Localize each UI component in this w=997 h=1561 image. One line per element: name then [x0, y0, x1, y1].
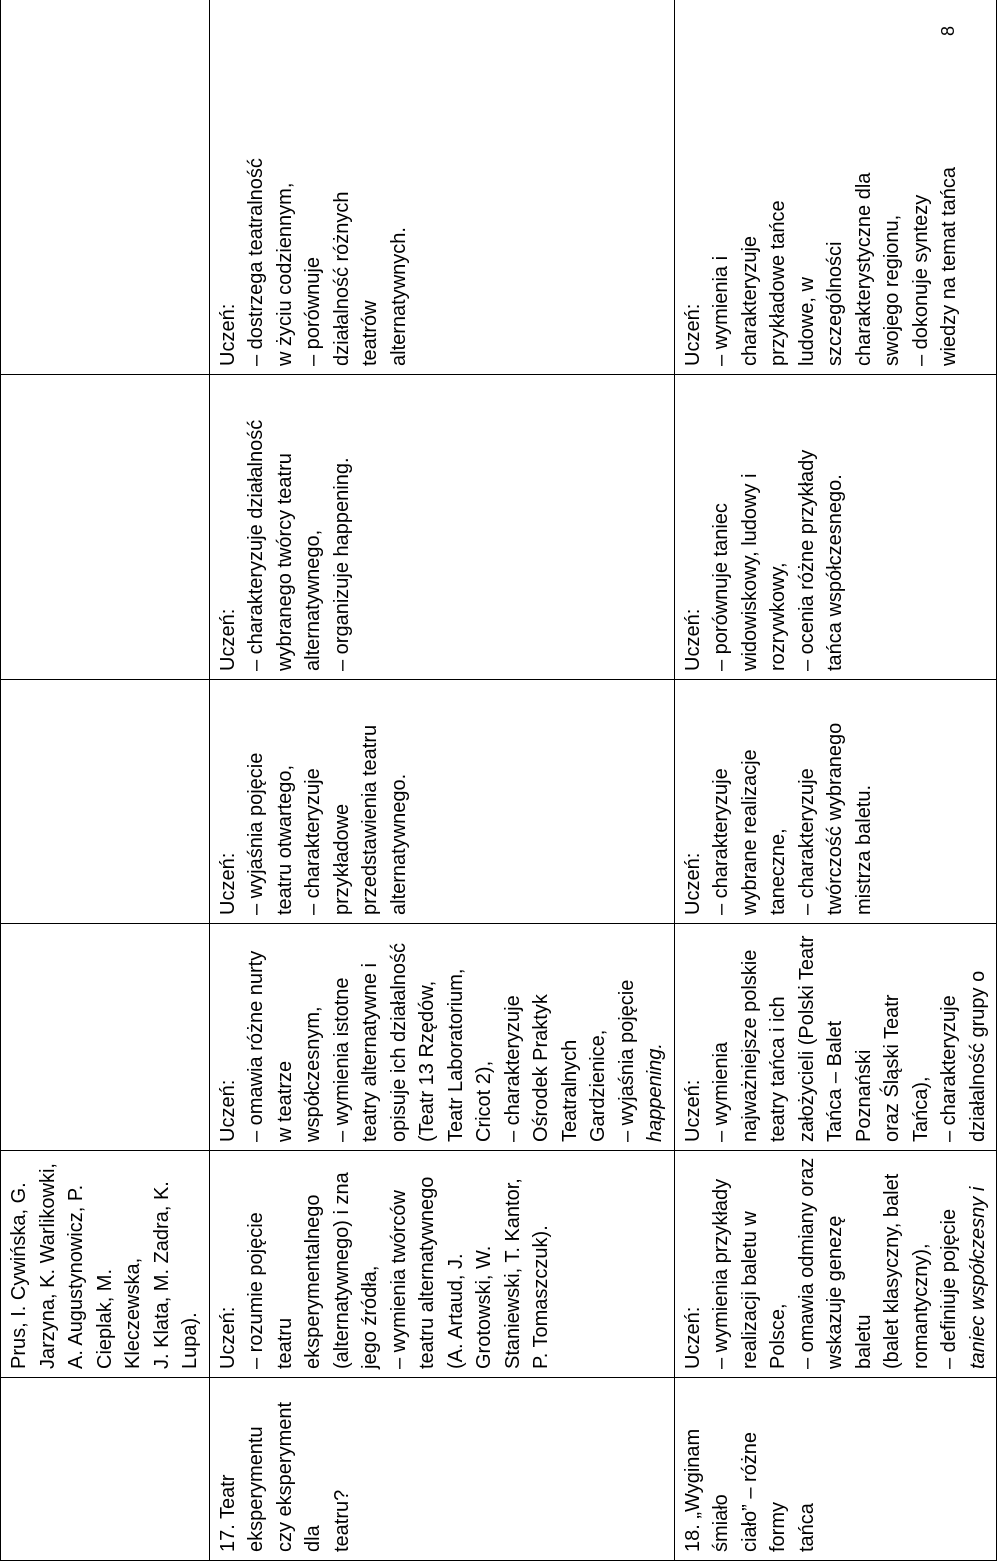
- list-18-e: [707, 6, 964, 366]
- list-18-b: [707, 930, 992, 1142]
- cell-18-b: [674, 924, 997, 1151]
- list-item-text: definiuje pojęcie: [938, 1208, 960, 1353]
- heading-18-d: Uczeń:: [681, 608, 704, 671]
- list-item: – rozumie pojęcie teatru eksperymentalnego (alternatywnego) i zna jego źródła,: [242, 1157, 385, 1369]
- heading-17-b: Uczeń:: [216, 1079, 239, 1142]
- term-happening: happening.: [644, 1043, 666, 1142]
- list-item: – wymienia najważniejsze polskie teatry tańca i ich założycieli (Polski Teatr Tańca – Balet Poznański oraz Śląski Teatr Tańca),: [707, 930, 935, 1142]
- list-item-happening: [613, 930, 670, 1142]
- cell-17-b: [209, 924, 674, 1151]
- cell-topic-18: [674, 1378, 997, 1561]
- heading-18-e: Uczeń:: [681, 303, 704, 366]
- list-17-d: [242, 381, 356, 671]
- list-item: – porównuje działalność różnych teatrów alternatywnych.: [299, 6, 413, 366]
- cell-topic-17: [209, 1378, 674, 1561]
- heading-18-a: Uczeń:: [681, 1306, 704, 1369]
- heading-18-c: Uczeń:: [681, 852, 704, 915]
- cell-17-a: [209, 1151, 674, 1378]
- heading-17-e: Uczeń:: [216, 303, 239, 366]
- cell-empty-d: [1, 375, 210, 680]
- term-taniec-wspolczesny: taniec współczesny i: [966, 1186, 989, 1369]
- cell-18-d: [674, 375, 997, 680]
- list-item: – dostrzega teatralność w życiu codziennym,: [242, 6, 299, 366]
- topic-17: 17. Teatr eksperymentu czy eksperyment dla teatru?: [216, 1401, 353, 1552]
- cell-18-c: [674, 680, 997, 924]
- list-item: – wymienia przykłady realizacji baletu w Polsce,: [707, 1157, 793, 1369]
- list-17-c: [242, 686, 413, 915]
- cell-topic-empty: [1, 1378, 210, 1561]
- table-row-17: [209, 0, 674, 1561]
- list-item-taniec: [935, 1157, 992, 1369]
- list-item: – charakteryzuje wybrane realizacje taneczne,: [707, 686, 793, 915]
- list-item: – charakteryzuje przykładowe przedstawienia teatru alternatywnego.: [299, 686, 413, 915]
- heading-18-b: Uczeń:: [681, 1079, 704, 1142]
- list-17-a: [242, 1157, 556, 1369]
- list-item: – omawia odmiany oraz wskazuje genezę baletu (balet klasyczny, balet romantyczny),: [793, 1157, 936, 1369]
- list-item: – wymienia i charakteryzuje przykładowe tańce ludowe, w szczególności charakterystyczne dla swojego regionu,: [707, 6, 907, 366]
- cell-empty-c: [1, 680, 210, 924]
- cell-empty-e: [1, 0, 210, 375]
- list-item: – wyjaśnia pojęcie teatru otwartego,: [242, 686, 299, 915]
- cell-18-e: [674, 0, 997, 375]
- cell-empty-b: [1, 924, 210, 1151]
- list-item-text: wyjaśnia pojęcie: [615, 979, 638, 1126]
- page-number: 8: [938, 26, 958, 37]
- cell-authors-continuation: [1, 1151, 210, 1378]
- list-18-d: [707, 381, 850, 671]
- heading-17-d: Uczeń:: [216, 608, 239, 671]
- list-item: – porównuje taniec widowiskowy, ludowy i rozrywkowy,: [707, 381, 793, 671]
- cell-17-c: [209, 680, 674, 924]
- list-18-a: [707, 1157, 992, 1369]
- list-item: – organizuje happening.: [328, 381, 357, 671]
- list-item: – wymienia istotne teatry alternatywne i opisuje ich działalność (Teatr 13 Rzędów, Teatr Laboratorium, Cricot 2),: [328, 930, 499, 1142]
- table-row-continuation: [1, 0, 210, 1561]
- list-item: – charakteryzuje Ośrodek Praktyk Teatralnych Gardzienice,: [499, 930, 613, 1142]
- table-row-18: [674, 0, 997, 1561]
- list-item: – dokonuje syntezy wiedzy na temat tańca: [907, 6, 964, 366]
- list-18-c: [707, 686, 878, 915]
- list-item: – charakteryzuje działalność wybranego twórcy teatru alternatywnego,: [242, 381, 328, 671]
- cell-17-d: [209, 375, 674, 680]
- cell-17-e: [209, 0, 674, 375]
- heading-17-c: Uczeń:: [216, 852, 239, 915]
- list-item: – ocenia różne przykłady tańca współczesnego.: [793, 381, 850, 671]
- cell-18-a: [674, 1151, 997, 1378]
- list-item: – charakteryzuje twórczość wybranego mistrza baletu.: [793, 686, 879, 915]
- list-item: – omawia różne nurty w teatrze współczesnym,: [242, 930, 328, 1142]
- list-item: – wymienia twórców teatru alternatywnego (A. Artaud, J. Grotowski, W. Staniewski, T. Kantor, P. Tomaszczuk).: [385, 1157, 556, 1369]
- list-17-b: [242, 930, 670, 1142]
- list-item: – charakteryzuje działalność grupy o: [935, 930, 992, 1142]
- topic-18: 18. „Wyginam śmiało ciało” – różne formy tańca: [681, 1428, 818, 1552]
- authors-text: Prus, I. Cywińska, G. Jarzyna, K. Warlikowki, A. Augustynowicz, P. Cieplak, M. Kleczewska, J. Klata, M. Zadra, K. Lupa).: [8, 1163, 201, 1369]
- heading-17-a: Uczeń:: [216, 1306, 239, 1369]
- list-17-e: [242, 6, 413, 366]
